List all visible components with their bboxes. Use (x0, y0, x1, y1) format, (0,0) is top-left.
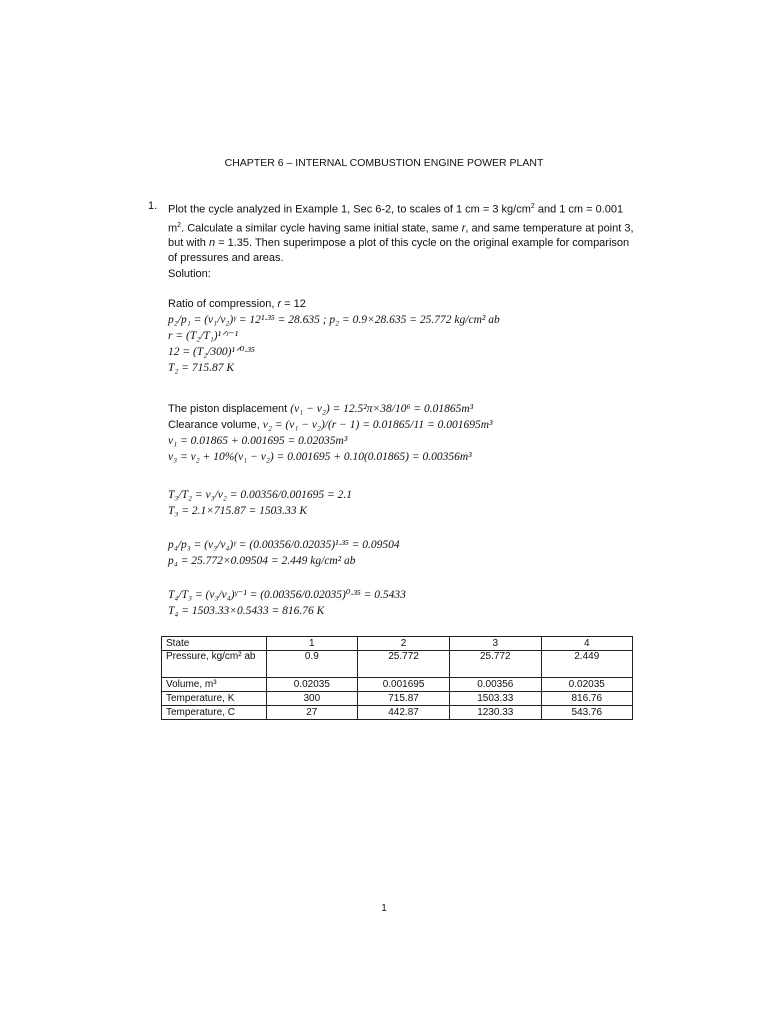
ratio-of-compression: Ratio of compression, r = 12 (168, 298, 306, 310)
table-header-row (162, 637, 633, 651)
equation-t2: T₂ = 715.87 K (168, 362, 235, 374)
solution-part-5 (168, 587, 406, 619)
solution-part-3 (168, 487, 352, 519)
table-cell: 25.772 (358, 651, 450, 678)
table-cell: 300 (266, 692, 357, 706)
table-header-cell: 1 (266, 637, 357, 651)
table-cell: 25.772 (450, 651, 541, 678)
solution-part-4 (168, 537, 400, 569)
equation-t3-ratio: T₃/T₂ = v₃/v₂ = 0.00356/0.001695 = 2.1 (168, 489, 352, 501)
table-row (162, 651, 633, 678)
table-header-cell: 3 (450, 637, 541, 651)
table-cell: Pressure, kg/cm² ab (162, 651, 267, 678)
table-cell: 543.76 (541, 706, 633, 720)
table-cell: 1230.33 (450, 706, 541, 720)
equation-v3: v₃ = v₂ + 10%(v₁ − v₂) = 0.001695 + 0.10(0.01865) = 0.00356m³ (168, 451, 472, 463)
table-cell: 442.87 (358, 706, 450, 720)
chapter-title: CHAPTER 6 – INTERNAL COMBUSTION ENGINE POWER PLANT (224, 157, 544, 169)
equation-t4-ratio: T₄/T₃ = (v₃/v₄)ᵞ⁻¹ = (0.00356/0.02035)⁰·³⁵ = 0.5433 (168, 589, 406, 601)
table-row (162, 678, 633, 692)
table-cell: 0.00356 (450, 678, 541, 692)
equation-piston-displacement: The piston displacement (v₁ − v₂) = 12.5²π×38/10⁶ = 0.01865m³ (168, 403, 474, 415)
equation-clearance-volume: Clearance volume, v₂ = (v₁ − v₂)/(r − 1) = 0.01865/11 = 0.001695m³ (168, 419, 493, 431)
solution-label: Solution: (168, 268, 211, 280)
equation-t3: T₃ = 2.1×715.87 = 1503.33 K (168, 505, 308, 517)
equation-p4: p₄ = 25.772×0.09504 = 2.449 kg/cm² ab (168, 555, 356, 567)
page-number: 1 (381, 903, 387, 914)
equation-p4-ratio: p₄/p₃ = (v₃/v₄)ᵞ = (0.00356/0.02035)¹·³⁵ = 0.09504 (168, 539, 400, 551)
table-row (162, 692, 633, 706)
problem-statement: Plot the cycle analyzed in Example 1, Sec 6-2, to scales of 1 cm = 3 $kg/cm^2$ and 1 cm = 0.001 $m^2$. Calculate a similar cycle having same initial state, same r, and same temperature at point 3, but with n = 1.35. Then superimpose a plot of this cycle on the original example for comparison of pressures and areas. (168, 203, 634, 265)
table-header-cell: State (162, 637, 267, 651)
table-cell: 0.001695 (358, 678, 450, 692)
equation-r-temperature: r = (T₂/T₁)¹ᐟʳ⁻¹ (168, 330, 239, 342)
table-cell: 27 (266, 706, 357, 720)
table-cell: 0.02035 (541, 678, 633, 692)
equation-pressure-2: p₂/p₁ = (v₁/v₂)ᵞ = 12¹·³⁵ = 28.635 ; p₂ = 0.9×28.635 = 25.772 kg/cm² ab (168, 314, 500, 326)
state-table (161, 636, 633, 720)
solution-part-1 (168, 296, 500, 376)
equation-v1: v₁ = 0.01865 + 0.001695 = 0.02035m³ (168, 435, 348, 447)
equation-t4: T₄ = 1503.33×0.5433 = 816.76 K (168, 605, 325, 617)
equation-12: 12 = (T₂/300)¹ᐟ⁰·³⁵ (168, 346, 255, 358)
table-cell: 0.02035 (266, 678, 357, 692)
table-cell: Volume, m³ (162, 678, 267, 692)
table-cell: 715.87 (358, 692, 450, 706)
table-cell: Temperature, C (162, 706, 267, 720)
table-cell: 0.9 (266, 651, 357, 678)
table-header-cell: 4 (541, 637, 633, 651)
table-header-cell: 2 (358, 637, 450, 651)
solution-part-2 (168, 401, 492, 465)
table-cell: 2.449 (541, 651, 633, 678)
table-row (162, 706, 633, 720)
table-cell: 816.76 (541, 692, 633, 706)
table-cell: 1503.33 (450, 692, 541, 706)
problem-number: 1. (148, 200, 158, 212)
table-cell: Temperature, K (162, 692, 267, 706)
